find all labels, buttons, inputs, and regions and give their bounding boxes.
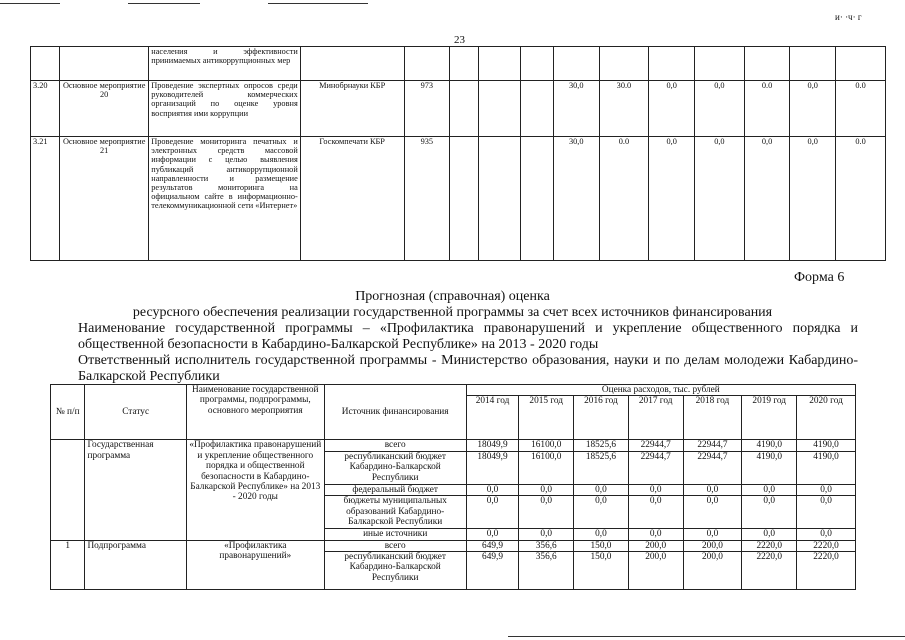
code-cell [520,137,553,261]
year-header: 2015 год [519,396,574,440]
top-rule-right [268,3,368,4]
amount-cell: 2220,0 [742,552,797,590]
value-cell: 0.0 [599,137,649,261]
row-number: 3.20 [31,81,60,137]
amount-cell: 0,0 [683,496,742,529]
amount-cell: 22944,7 [683,451,742,484]
amount-cell: 0,0 [683,529,742,540]
row-executor [300,47,404,81]
value-cell [553,47,599,81]
amount-cell: 18049,9 [466,451,519,484]
amount-cell: 356,6 [519,552,574,590]
amount-cell: 356,6 [519,540,574,551]
year-header: 2016 год [574,396,629,440]
amount-cell: 0,0 [628,484,683,495]
row-code: 973 [404,81,450,137]
amount-cell: 4190,0 [797,451,856,484]
row-measure-name: Проведение мониторинга печатных и электронных средств массовой информации с целью выявления публикаций антикоррупционной направленности и размещение результатов мониторинга на официальном сайте в информационно-телекоммуникационной сети «Интернет» [149,137,300,261]
row-executor: Минобрнауки КБР [300,81,404,137]
funding-source: республиканский бюджет Кабардино-Балкарской Республики [324,451,466,484]
executor-line: Ответственный исполнитель государственной программы - Министерство образования, науки и по делам молодежи Кабардино-Балкарской Республики [78,353,858,384]
table-resources [50,384,856,590]
amount-cell: 4190,0 [742,451,797,484]
amount-cell: 0,0 [628,529,683,540]
amount-cell: 649,9 [466,552,519,590]
row-code [404,47,450,81]
group-name: «Профилактика правонарушений» [186,540,324,589]
code-cell [450,81,479,137]
group-number [51,440,85,540]
program-name-line: Наименование государственной программы – «Профилактика правонарушений и укрепление общественного порядка и общественной безопасности в Кабардино-Балкарской Республике» на 2013 - 2020 годы [78,321,858,352]
amount-cell: 16100,0 [519,451,574,484]
col-status-header: Статус [85,385,186,440]
top-rule-mid [128,3,200,4]
value-cell: 0.0 [744,81,790,137]
funding-source: всего [324,540,466,551]
amount-cell: 0,0 [742,529,797,540]
value-cell: 0,0 [790,81,836,137]
top-rule-left [0,3,60,4]
amount-cell: 0,0 [683,484,742,495]
amount-cell: 200,0 [628,552,683,590]
code-cell [450,137,479,261]
funding-source: бюджеты муниципальных образований Кабардино-Балкарской Республики [324,496,466,529]
table-row [31,81,886,137]
amount-cell: 22944,7 [628,451,683,484]
amount-cell: 18525,6 [574,440,629,451]
page-number: 23 [454,34,465,46]
row-status: Основное мероприятие 20 [60,81,149,137]
amount-cell: 0,0 [466,484,519,495]
amount-cell: 150,0 [574,540,629,551]
table-row [51,440,856,451]
amount-cell: 2220,0 [797,540,856,551]
row-measure-name: Проведение экспертных опросов среди руководителей коммерческих организаций по оценке уровня восприятия ими коррупции [149,81,300,137]
amount-cell: 649,9 [466,540,519,551]
row-number [31,47,60,81]
amount-cell: 0,0 [797,496,856,529]
group-status: Подпрограмма [85,540,186,589]
code-cell [520,47,553,81]
value-cell: 30,0 [553,137,599,261]
amount-cell: 0,0 [742,484,797,495]
title-line-2: ресурсного обеспечения реализации государственной программы за счет всех источников финансирования [132,305,773,320]
group-number: 1 [51,540,85,589]
amount-cell: 4190,0 [742,440,797,451]
value-cell: 30.0 [599,81,649,137]
table-measures [30,46,886,261]
amount-cell: 200,0 [683,552,742,590]
value-cell: 0.0 [836,81,886,137]
value-cell [790,47,836,81]
amount-cell: 200,0 [628,540,683,551]
value-cell [649,47,695,81]
table-row [31,47,886,81]
value-cell: 0.0 [836,137,886,261]
bottom-rule [508,636,905,637]
row-code: 935 [404,137,450,261]
group-name: «Профилактика правонарушений и укрепление общественного порядка и общественной безопасности в Кабардино-Балкарской Республике» на 2013 - 2020 годы [186,440,324,540]
funding-source: иные источники [324,529,466,540]
year-header: 2019 год [742,396,797,440]
value-cell: 0,0 [694,81,744,137]
amount-cell: 200,0 [683,540,742,551]
year-header: 2017 год [628,396,683,440]
code-cell [479,137,521,261]
col-name-header: Наименование государственной программы, подпрограммы, основного мероприятия [186,385,324,440]
table-row [51,540,856,551]
col-source-header: Источник финансирования [324,385,466,440]
amount-cell: 0,0 [466,529,519,540]
amount-cell: 0,0 [574,529,629,540]
title-line-1: Прогнозная (справочная) оценка [355,289,550,304]
year-header: 2014 год [466,396,519,440]
year-header: 2018 год [683,396,742,440]
amount-cell: 22944,7 [628,440,683,451]
amount-cell: 0,0 [797,529,856,540]
row-status: Основное мероприятие 21 [60,137,149,261]
code-cell [520,81,553,137]
value-cell [599,47,649,81]
col-estimate-header: Оценка расходов, тыс. рублей [466,385,855,396]
amount-cell: 4190,0 [797,440,856,451]
row-measure-name: населения и эффективности принимаемых антикоррупционных мер [149,47,300,81]
row-status [60,47,149,81]
corner-mark: и· ·ч· г [835,12,862,22]
amount-cell: 22944,7 [683,440,742,451]
funding-source: федеральный бюджет [324,484,466,495]
code-cell [479,81,521,137]
year-header: 2020 год [797,396,856,440]
forma-label: Форма 6 [794,270,845,285]
value-cell: 30,0 [553,81,599,137]
amount-cell: 0,0 [519,484,574,495]
code-cell [479,47,521,81]
amount-cell: 150,0 [574,552,629,590]
funding-source: всего [324,440,466,451]
group-status: Государственная программа [85,440,186,540]
amount-cell: 18049,9 [466,440,519,451]
amount-cell: 18525,6 [574,451,629,484]
value-cell [694,47,744,81]
amount-cell: 2220,0 [797,552,856,590]
value-cell: 0,0 [649,81,695,137]
value-cell [744,47,790,81]
value-cell: 0,0 [649,137,695,261]
value-cell [836,47,886,81]
amount-cell: 0,0 [519,529,574,540]
amount-cell: 0,0 [628,496,683,529]
amount-cell: 0,0 [574,484,629,495]
value-cell: 0,0 [744,137,790,261]
value-cell: 0,0 [790,137,836,261]
code-cell [450,47,479,81]
row-executor: Госкомпечати КБР [300,137,404,261]
col-num-header: № п/п [51,385,85,440]
amount-cell: 16100,0 [519,440,574,451]
row-number: 3.21 [31,137,60,261]
value-cell: 0,0 [694,137,744,261]
amount-cell: 0,0 [797,484,856,495]
amount-cell: 0,0 [574,496,629,529]
table-row [31,137,886,261]
amount-cell: 0,0 [742,496,797,529]
funding-source: республиканский бюджет Кабардино-Балкарской Республики [324,552,466,590]
amount-cell: 0,0 [466,496,519,529]
amount-cell: 2220,0 [742,540,797,551]
amount-cell: 0,0 [519,496,574,529]
